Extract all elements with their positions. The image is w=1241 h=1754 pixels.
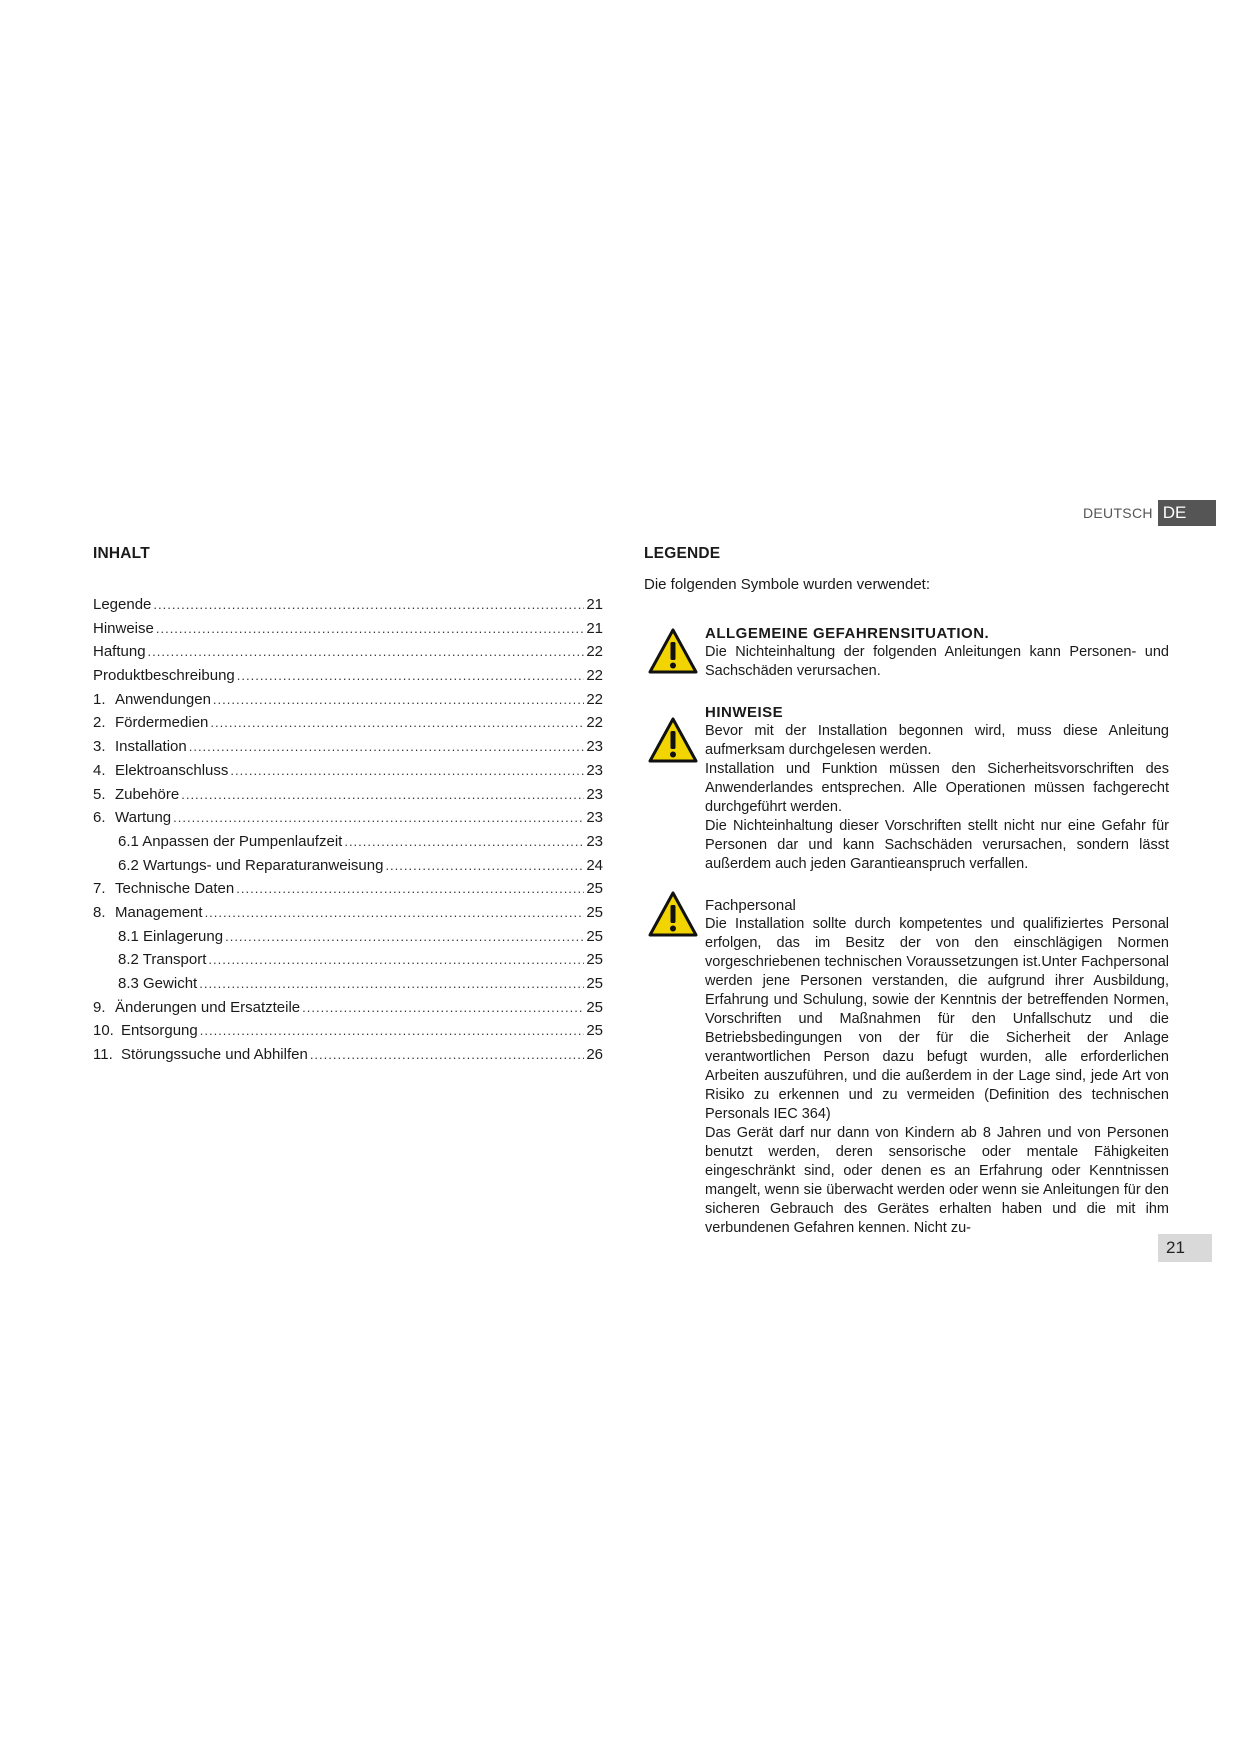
warning-triangle-icon (648, 891, 698, 937)
toc-item-page: 26 (586, 1046, 603, 1064)
toc-item-page: 25 (586, 1022, 603, 1040)
notice-text: Die Installation sollte durch kompetentes und qualifiziertes Personal erfolgen, das im Besitz der von den einschlägigen Normen vorgeschriebenen technischen Voraussetzungen ist.Unter Fachpersonal werden jene Personen verstanden, die aufgrund ihrer Ausbildung, Erfahrung und Schulung, sowie der Kenntnis der betreffenden Normen, Vorschriften und Maßnahmen für den Unfallschutz und die Betriebsbedingungen von der für die Sicherheit der Anlage verantwortlichen Person dazu befugt wurden, alle erforderlichen Arbeiten auszuführen, und die außerdem in der Lage sind, jede Art von Risiko zu erkennen und zu vermeiden (Definition des technischen Personals IEC 364) (705, 916, 1169, 1122)
toc-dot-leader (344, 830, 584, 854)
toc-item[interactable] (93, 925, 603, 949)
toc-item[interactable] (93, 901, 603, 925)
toc-dot-leader (385, 854, 584, 878)
toc-item-label: 8.1 Einlagerung (118, 927, 224, 945)
warning-triangle-icon (648, 717, 698, 763)
toc-item-label: Hinweise (93, 619, 154, 637)
toc-item[interactable] (93, 640, 603, 664)
toc-item[interactable] (93, 759, 603, 783)
toc-item-label: 6.1 Anpassen der Pumpenlaufzeit (118, 832, 343, 850)
toc-item-number: 10. (93, 1022, 114, 1040)
toc-item-page: 22 (586, 643, 603, 661)
toc-item-label: Entsorgung (121, 1022, 198, 1040)
toc-dot-leader (310, 1043, 585, 1067)
toc-item[interactable] (93, 877, 603, 901)
toc-dot-leader (208, 948, 584, 972)
toc-item-page: 24 (586, 856, 603, 874)
language-code: DE (1158, 500, 1217, 526)
legend-title: LEGENDE (644, 545, 721, 562)
toc-item-number: 8. (93, 903, 106, 921)
toc-item-number: 11. (93, 1046, 113, 1064)
toc-item-page: 25 (586, 975, 603, 992)
toc-item[interactable] (93, 593, 603, 617)
toc-item-label: Wartung (115, 809, 172, 827)
notice-qualified-personnel (644, 896, 1169, 1238)
toc-item-page: 25 (586, 951, 603, 969)
toc-item[interactable] (93, 830, 603, 854)
toc-item-page: 25 (586, 927, 603, 945)
page-number: 21 (1158, 1234, 1212, 1262)
toc-item[interactable] (93, 783, 603, 807)
toc-dot-leader (213, 688, 584, 712)
legend-section (644, 545, 1169, 1238)
toc-item-page: 23 (586, 809, 603, 827)
toc-dot-leader (200, 1019, 585, 1043)
toc-item-number: 3. (93, 738, 106, 756)
toc-item-page: 23 (586, 738, 603, 756)
language-label: DEUTSCH (1083, 505, 1153, 521)
toc-item-label: Haftung (93, 643, 146, 661)
toc-title: INHALT (93, 545, 150, 562)
toc-item-page: 25 (586, 903, 603, 921)
language-tab (1083, 500, 1216, 526)
toc-item[interactable] (93, 1019, 603, 1043)
toc-dot-leader (302, 996, 584, 1020)
toc-item[interactable] (93, 854, 603, 878)
toc-item[interactable] (93, 806, 603, 830)
toc-item-label: 8.2 Transport (118, 951, 207, 969)
notice-text: Bevor mit der Installation begonnen wird, muss diese Anleitung aufmerksam durchgelesen werden. (705, 723, 1169, 758)
notice-hints (644, 703, 1169, 874)
toc-item-label: 8.3 Gewicht (118, 975, 198, 992)
toc-item[interactable] (93, 996, 603, 1020)
toc-item-number: 9. (93, 998, 106, 1016)
notice-text: Installation und Funktion müssen den Sicherheitsvorschriften des Anwenderlandes entsprechen. Alle Operationen müssen fachgerecht durchgeführt werden. (705, 761, 1169, 815)
toc-dot-leader (173, 806, 584, 830)
toc-item-page: 25 (586, 880, 603, 898)
toc-item[interactable] (93, 1043, 603, 1067)
toc-item[interactable] (93, 688, 603, 712)
toc-dot-leader (205, 901, 585, 925)
toc-item-number: 7. (93, 880, 106, 898)
warning-triangle-icon (648, 628, 698, 674)
toc-item[interactable] (93, 735, 603, 759)
toc-item-label: Elektroanschluss (115, 761, 229, 779)
notice-text: Die Nichteinhaltung der folgenden Anleitungen kann Personen- und Sachschäden verursachen. (705, 644, 1169, 679)
toc-item[interactable] (93, 664, 603, 688)
toc-item-label: Zubehöre (115, 785, 180, 803)
toc-item-label: Fördermedien (115, 714, 209, 732)
toc-item-page: 23 (586, 761, 603, 779)
toc-item-label: Änderungen und Ersatzteile (115, 998, 301, 1016)
notice-general-danger (644, 624, 1169, 681)
toc-item[interactable] (93, 711, 603, 735)
table-of-contents (93, 545, 603, 1067)
toc-item-page: 21 (586, 596, 603, 613)
toc-item-number: 5. (93, 785, 106, 803)
notice-text-extra: Das Gerät darf nur dann von Kindern ab 8 Jahren und von Personen benutzt werden, deren sensorische oder mentale Fähigkeiten eingeschränkt sind, oder denen es an Erfahrung oder Kenntnissen mangelt, wenn sie überwacht werden oder wenn sie Anleitungen für den sicheren Gebrauch des Gerätes erhalten haben und die mit ihm verbundenen Gefahren kennen. Nicht zu- (705, 1125, 1169, 1236)
toc-item-page: 23 (586, 832, 603, 850)
toc-dot-leader (236, 877, 584, 901)
toc-item-page: 22 (586, 690, 603, 708)
toc-item-page: 25 (586, 998, 603, 1016)
toc-item-label: Anwendungen (115, 690, 211, 708)
toc-item-page: 22 (586, 667, 603, 685)
toc-dot-leader (181, 783, 584, 807)
toc-item-label: Installation (115, 738, 187, 756)
toc-item[interactable] (93, 972, 603, 996)
toc-dot-leader (230, 759, 584, 783)
notice-text: Die Nichteinhaltung dieser Vorschriften stellt nicht nur eine Gefahr für Personen dar und kann Sachschäden verursachen, sondern lässt außerdem auch jeden Garantieanspruch verfallen. (705, 818, 1169, 872)
toc-item-page: 23 (586, 785, 603, 803)
toc-dot-leader (210, 711, 584, 735)
toc-item-label: Produktbeschreibung (93, 667, 235, 685)
toc-dot-leader (148, 640, 585, 664)
toc-item-number: 6. (93, 809, 106, 827)
toc-item-label: 6.2 Wartungs- und Reparaturanweisung (118, 856, 384, 874)
toc-item-label: Störungssuche und Abhilfen (121, 1046, 308, 1064)
toc-dot-leader (237, 664, 585, 688)
toc-dot-leader (153, 593, 584, 617)
toc-item-number: 4. (93, 761, 106, 779)
toc-dot-leader (189, 735, 585, 759)
toc-item-label: Management (115, 903, 203, 921)
toc-item-number: 1. (93, 690, 106, 708)
notice-title: ALLGEMEINE GEFAHRENSITUATION. (705, 625, 990, 642)
toc-item-number: 2. (93, 714, 106, 732)
legend-intro: Die folgenden Symbole wurden verwendet: (644, 576, 931, 593)
toc-item-label: Legende (93, 596, 152, 613)
toc-dot-leader (156, 617, 584, 641)
notice-title: HINWEISE (705, 704, 784, 721)
toc-dot-leader (199, 972, 584, 996)
toc-list (93, 593, 603, 1067)
toc-item-page: 22 (586, 714, 603, 732)
toc-item[interactable] (93, 948, 603, 972)
toc-dot-leader (225, 925, 584, 949)
toc-item[interactable] (93, 617, 603, 641)
toc-item-page: 21 (586, 619, 603, 637)
toc-item-label: Technische Daten (115, 880, 235, 898)
notice-title: Fachpersonal (705, 897, 796, 914)
